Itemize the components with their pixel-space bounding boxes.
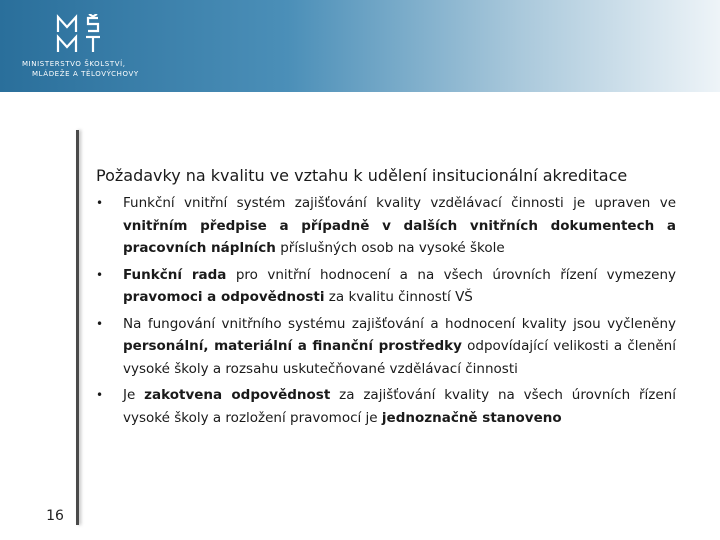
ministry-name-line1: MINISTERSTVO ŠKOLSTVÍ, [22, 60, 126, 68]
bold-text: zakotvena odpovědnost [144, 387, 331, 403]
slide-title: Požadavky na kvalitu ve vztahu k udělení insitucionální akreditace [96, 166, 628, 185]
msmt-logo-icon [54, 14, 116, 54]
text-run: Na fungování vnitřního systému zajišťování a hodnocení kvality jsou vyčleněny [123, 315, 676, 332]
bullet-dot: • [96, 316, 104, 331]
text-run: příslušných osob na vysoké škole [275, 240, 505, 256]
text-run: Je [123, 387, 145, 403]
bullet-dot: • [96, 388, 104, 402]
bullet-item [96, 384, 676, 429]
vertical-divider [76, 130, 79, 525]
ministry-name-line2: MLÁDEŽE A TĚLOVÝCHOVY [32, 70, 139, 78]
bold-text: Funkční rada [123, 266, 227, 283]
text-run: za kvalitu činností VŠ [324, 289, 473, 305]
bullet-item [96, 264, 676, 309]
bullet-list [96, 192, 676, 433]
text-run: pro vnitřní hodnocení a na všech úrovních řízení vymezeny [226, 266, 676, 283]
text-run: odpovídající velikosti a členění vysoké školy a rozsahu uskutečňované vzdělávací činnosti [123, 338, 676, 377]
slide-number: 16 [46, 508, 64, 524]
bold-text: pravomoci a odpovědnosti [123, 289, 325, 305]
ministry-logo [22, 14, 172, 86]
bold-text: jednoznačně stanoveno [381, 409, 562, 426]
bullet-item [96, 192, 676, 260]
bold-text: personální, materiální a finanční prostředky [123, 338, 462, 354]
bullet-dot: • [96, 267, 104, 282]
bullet-dot: • [96, 196, 104, 210]
text-run: Funkční vnitřní systém zajišťování kvality vzdělávací činnosti je upraven ve [123, 195, 676, 211]
text-run: za zajišťování kvality na všech úrovních řízení vysoké školy a rozložení pravomocí je [123, 387, 676, 426]
bullet-item [96, 313, 676, 381]
bold-text: vnitřním předpise a případně v dalších vnitřních dokumentech a pracovních náplních [123, 217, 676, 256]
